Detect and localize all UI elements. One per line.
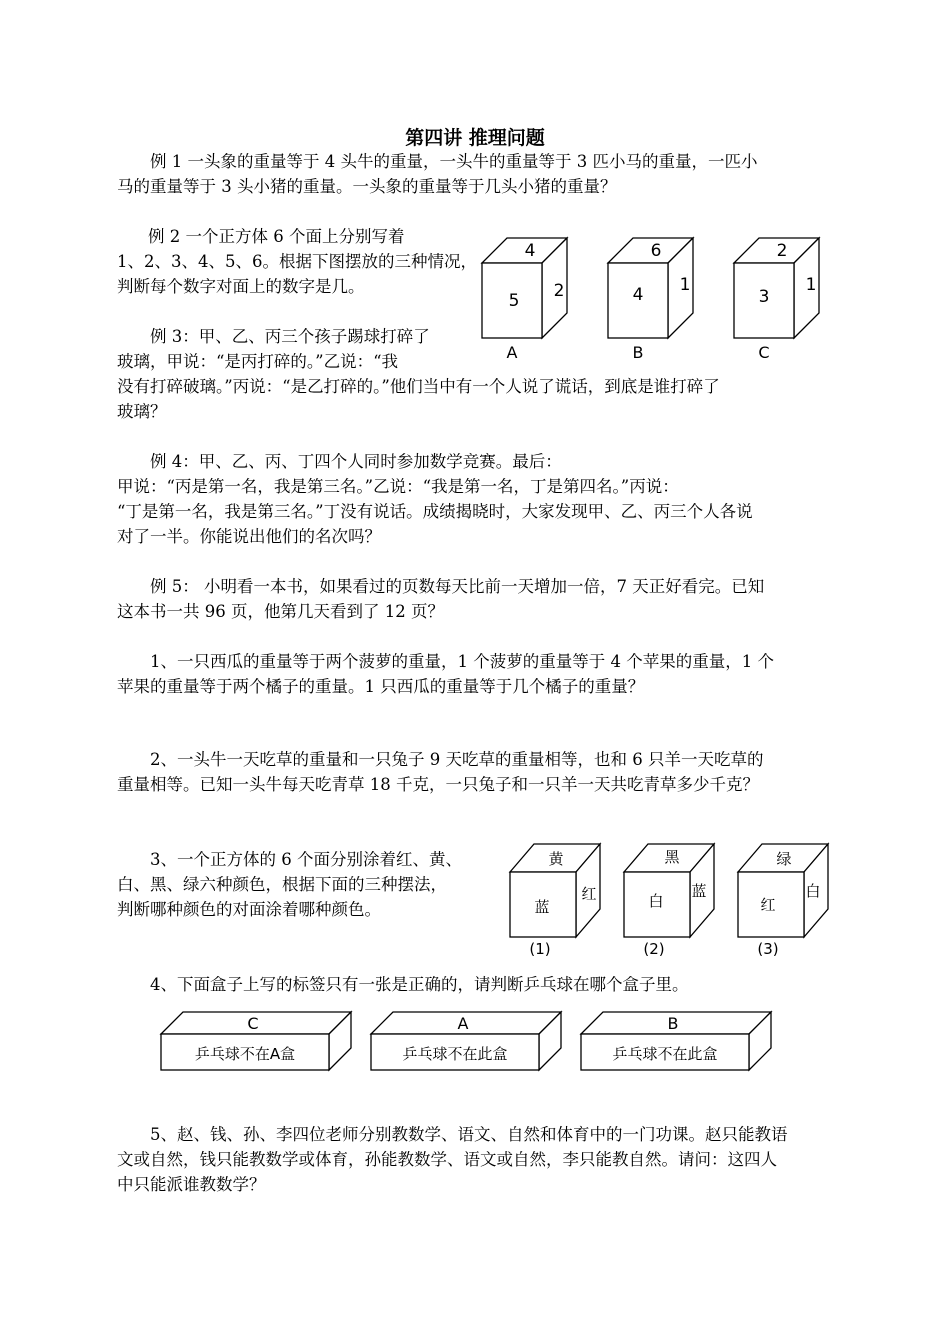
example-1-line-1: 例 1 一头象的重量等于 4 头牛的重量，一头牛的重量等于 3 匹小马的重量，一匹小 — [150, 152, 758, 171]
cube-c-side-number: 1 — [805, 275, 817, 295]
cube-a-top-number: 4 — [524, 241, 536, 261]
problem-4-line-1: 4、下面盒子上写的标签只有一张是正确的，请判断乒乓球在哪个盒子里。 — [150, 975, 689, 994]
example-3-line-1: 例 3：甲、乙、丙三个孩子踢球打碎了 — [150, 327, 430, 346]
box-a-top-letter: A — [457, 1014, 469, 1033]
cube-c-front-number: 3 — [758, 287, 770, 307]
example-2-line-3: 判断每个数字对面上的数字是几。 — [117, 277, 365, 296]
example-3-line-4: 玻璃？ — [117, 402, 167, 421]
number-cube-c — [734, 238, 819, 362]
problem-5-line-3: 中只能派谁教数学？ — [117, 1175, 266, 1194]
example-2-line-1: 例 2 一个正方体 6 个面上分别写着 — [148, 227, 405, 246]
box-c — [161, 1012, 351, 1070]
cube-b-side-number: 1 — [679, 275, 691, 295]
color-cubes-figure — [500, 838, 840, 958]
color-cube-1-label: (1) — [529, 940, 551, 958]
example-5-line-2: 这本书一共 96 页，他第几天看到了 12 页？ — [117, 602, 444, 621]
example-3-line-3: 没有打碎破璃。”丙说：“是乙打碎的。”他们当中有一个人说了谎话，到底是谁打碎了 — [117, 377, 720, 396]
example-1-line-2: 马的重量等于 3 头小猪的重量。一头象的重量等于几头小猪的重量？ — [117, 177, 617, 196]
problem-1-line-1: 1、一只西瓜的重量等于两个菠萝的重量，1 个菠萝的重量等于 4 个苹果的重量，1 个 — [150, 652, 774, 671]
cube-b-top-number: 6 — [650, 241, 662, 261]
box-c-top-letter: C — [247, 1014, 259, 1033]
color-cube-2-label: (2) — [643, 940, 665, 958]
problem-5-line-2: 文或自然，钱只能教数学或体育，孙能教数学、语文或自然，李只能教自然。请问：这四人 — [117, 1150, 777, 1169]
box-b-label: 乒乓球不在此盒 — [612, 1045, 718, 1063]
cube-a-label: A — [506, 343, 518, 362]
color-cube-1-front: 蓝 — [534, 898, 550, 916]
problem-5-line-1: 5、赵、钱、孙、李四位老师分别教数学、语文、自然和体育中的一门功课。赵只能教语 — [150, 1125, 788, 1144]
cube-a-side-number: 2 — [553, 281, 565, 301]
color-cube-2-top: 黑 — [664, 848, 680, 866]
color-cube-3-top: 绿 — [776, 850, 792, 868]
color-cube-1 — [510, 844, 600, 958]
problem-3-line-3: 判断哪种颜色的对面涂着哪种颜色。 — [117, 900, 381, 919]
cube-c-top-number: 2 — [776, 241, 788, 261]
example-4-line-1: 例 4：甲、乙、丙、丁四个人同时参加数学竞赛。最后： — [150, 452, 562, 471]
color-cube-1-side: 红 — [581, 885, 597, 903]
color-cube-3-side: 白 — [805, 882, 821, 900]
color-cube-3-front: 红 — [760, 896, 776, 914]
cube-b-label: B — [632, 343, 644, 362]
color-cube-3-label: (3) — [757, 940, 779, 958]
box-c-label: 乒乓球不在A盒 — [194, 1045, 296, 1063]
problem-3-line-2: 白、黑、绿六种颜色，根据下面的三种摆法， — [117, 875, 447, 894]
number-cube-b — [608, 238, 693, 362]
number-cube-a — [482, 238, 567, 362]
problem-1-line-2: 苹果的重量等于两个橘子的重量。1 只西瓜的重量等于几个橘子的重量？ — [117, 677, 645, 696]
example-4-line-3: “丁是第一名，我是第三名。”丁没有说话。成绩揭晓时，大家发现甲、乙、丙三个人各说 — [117, 502, 753, 521]
cube-b-front-number: 4 — [632, 285, 644, 305]
box-a-label: 乒乓球不在此盒 — [402, 1045, 508, 1063]
problem-2-line-2: 重量相等。已知一头牛每天吃青草 18 千克，一只兔子和一只羊一天共吃青草多少千克？ — [117, 775, 759, 794]
problem-2-line-1: 2、一头牛一天吃草的重量和一只兔子 9 天吃草的重量相等，也和 6 只羊一天吃草的 — [150, 750, 764, 769]
label-boxes-figure — [155, 1008, 775, 1074]
example-2-line-2: 1、2、3、4、5、6。根据下图摆放的三种情况， — [117, 252, 477, 271]
example-4-line-4: 对了一半。你能说出他们的名次吗？ — [117, 527, 381, 546]
cube-a-front-number: 5 — [508, 291, 520, 311]
color-cube-3 — [738, 844, 828, 958]
color-cube-2 — [624, 844, 714, 958]
example-4-line-2: 甲说：“丙是第一名，我是第三名。”乙说：“我是第一名，丁是第四名。”丙说： — [117, 477, 679, 496]
box-a — [371, 1012, 561, 1070]
box-b — [581, 1012, 771, 1070]
cube-c-label: C — [758, 343, 770, 362]
box-b-top-letter: B — [667, 1014, 679, 1033]
example-5-line-1: 例 5： 小明看一本书，如果看过的页数每天比前一天增加一倍，7 天正好看完。已知 — [150, 577, 765, 596]
color-cube-2-side: 蓝 — [691, 882, 707, 900]
problem-3-line-1: 3、一个正方体的 6 个面分别涂着红、黄、 — [150, 850, 462, 869]
page-title: 第四讲 推理问题 — [405, 127, 545, 149]
color-cube-2-front: 白 — [648, 892, 664, 910]
example-3-line-2: 玻璃，甲说：“是丙打碎的。”乙说：“我 — [117, 352, 399, 371]
number-cubes-figure — [470, 228, 850, 362]
color-cube-1-top: 黄 — [548, 850, 564, 868]
